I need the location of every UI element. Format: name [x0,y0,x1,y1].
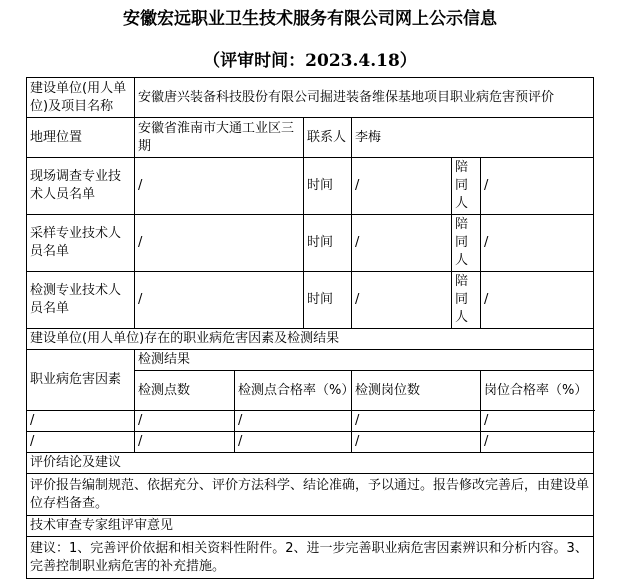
companion-label: 陪同人 [452,272,481,329]
staff-row-sampling [27,215,594,272]
col-point-rate: 检测点合格率（%） [235,371,352,411]
posts-cell: / [352,432,481,453]
factor-cell: / [27,411,135,432]
project-value: 安徽唐兴装备科技股份有限公司掘进装备维保基地项目职业病危害预评价 [135,78,594,118]
point-rate-cell: / [235,411,352,432]
conclusion-title: 评价结论及建议 [27,453,594,474]
factor-label: 职业病危害因素 [27,350,135,411]
posts-cell: / [352,411,481,432]
staff-row-testing [27,272,594,329]
staff-names: / [135,158,304,215]
staff-time: / [352,158,452,215]
factor-row [27,432,594,453]
companion-label: 陪同人 [452,215,481,272]
expert-text: 建议：1、完善评价依据和相关资料性附件。2、进一步完善职业病危害因素辨识和分析内容。3、完善控制职业病危害的补充措施。 [27,537,594,579]
staff-companion: / [481,215,594,272]
location-label: 地理位置 [27,118,135,158]
time-label: 时间 [304,215,352,272]
factor-row [27,411,594,432]
staff-time: / [352,215,452,272]
staff-names: / [135,215,304,272]
factor-cell: / [27,432,135,453]
staff-label: 采样专业技术人员名单 [27,215,135,272]
expert-title: 技术审查专家组评审意见 [27,516,594,537]
staff-row-survey [27,158,594,215]
info-table [26,77,594,579]
staff-names: / [135,272,304,329]
staff-label: 检测专业技术人员名单 [27,272,135,329]
time-label: 时间 [304,272,352,329]
contact-value: 李梅 [352,118,594,158]
staff-companion: / [481,272,594,329]
points-cell: / [135,432,235,453]
time-label: 时间 [304,158,352,215]
contact-label: 联系人 [304,118,352,158]
location-value: 安徽省淮南市大通工业区三期 [135,118,304,158]
col-post-rate: 岗位合格率（%） [481,371,594,411]
document-title: 安徽宏远职业卫生技术服务有限公司网上公示信息 [123,9,497,29]
review-time: （评审时间：2023.4.18） [203,51,417,71]
points-cell: / [135,411,235,432]
staff-time: / [352,272,452,329]
results-label: 检测结果 [135,350,594,371]
project-label: 建设单位(用人单位)及项目名称 [27,78,135,118]
post-rate-cell: / [481,411,594,432]
staff-label: 现场调查专业技术人员名单 [27,158,135,215]
col-points: 检测点数 [135,371,235,411]
staff-companion: / [481,158,594,215]
point-rate-cell: / [235,432,352,453]
conclusion-text: 评价报告编制规范、依据充分、评价方法科学、结论准确，予以通过。报告修改完善后，由建设单位存档备查。 [27,474,594,516]
col-posts: 检测岗位数 [352,371,481,411]
post-rate-cell: / [481,432,594,453]
companion-label: 陪同人 [452,158,481,215]
factors-section-title: 建设单位(用人单位)存在的职业病危害因素及检测结果 [27,329,594,350]
